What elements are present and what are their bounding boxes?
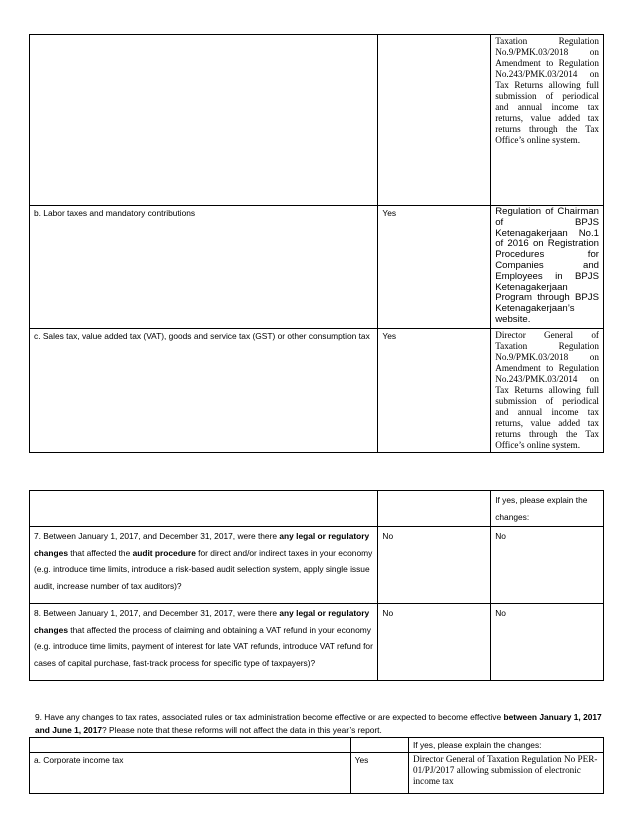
table-row [30,35,604,206]
answer-no: No [382,531,394,541]
table-cell [30,491,378,527]
answer-no: No [382,608,394,618]
table-cell [378,604,491,681]
table-cell [350,753,408,794]
table-cell [491,35,604,206]
tax-reforms-table-1 [29,34,604,453]
detail-no: No [495,608,506,618]
table-cell [30,527,378,604]
tax-reforms-table-3 [29,737,604,794]
table-cell [30,329,378,453]
table-row [30,206,604,329]
table-cell [378,329,491,453]
question-9: 9. Have any changes to tax rates, associated rules or tax administration become effective or are expected to become effective between January 1, 2017 and June 1, 2017? Please note that these reforms will not affect the data in this year’s report. [35,712,602,735]
table-cell [491,329,604,453]
table-cell [378,35,491,206]
table-cell [30,604,378,681]
table-cell [491,206,604,329]
question-7: 7. Between January 1, 2017, and December 31, 2017, were there any legal or regulatory changes that affected the audit procedure for direct and/or indirect taxes in your economy (e.g. introduce time limits, introduce a risk-based audit selection system, apply single issue audit, increase number of tax auditors)? [34,531,373,591]
table-cell [408,738,603,753]
table-row [30,604,604,681]
table-row [30,753,604,794]
table-row [30,491,604,527]
table-cell [408,753,603,794]
tax-reforms-table-2 [29,490,604,681]
regulation-detail: Taxation Regulation No.9/PMK.03/2018 on Amendment to Regulation No.243/PMK.03/2014 on Tax Returns allowing full submission of periodical and annual income tax returns, value added tax returns through the Tax Office’s online system. [495,36,599,145]
row-label-labor-taxes: b. Labor taxes and mandatory contributions [34,208,196,218]
answer-yes: Yes [382,331,397,341]
question-8: 8. Between January 1, 2017, and December 31, 2017, were there any legal or regulatory changes that affected the process of claiming and obtaining a VAT refund in your economy (e.g. introduce time limits, payment of interest for late VAT refunds, introduce VAT refund for cases of capital purchase, fast-track process for specific type of taxpayers)? [34,608,373,668]
table-cell [30,35,378,206]
column-header: If yes, please explain the changes: [495,495,588,522]
row-label-sales-tax: c. Sales tax, value added tax (VAT), goods and service tax (GST) or other consumption tax [34,331,370,341]
table-cell [378,491,491,527]
answer-yes: Yes [354,755,369,765]
regulation-detail: Regulation of Chairman of BPJS Ketenagakerjaan No.1 of 2016 on Registration Procedures for Companies and Employees in BPJS Ketenagakerjaan Program through BPJS Ketenagakerjaan’s website. [495,206,599,325]
detail-no: No [495,531,506,541]
table-cell [491,604,604,681]
column-header: If yes, please explain the changes: [412,740,542,750]
answer-yes: Yes [382,208,397,218]
table-cell [350,738,408,753]
table-cell [30,753,351,794]
table-cell [378,527,491,604]
table-cell [30,738,351,753]
row-label-corporate-income-tax: a. Corporate income tax [34,755,124,765]
regulation-detail: Director General of Taxation Regulation No.9/PMK.03/2018 on Amendment to Regulation No.243/PMK.03/2014 on Tax Returns allowing full submission of periodical and annual income tax returns, value added tax returns through the Tax Office’s online system. [495,330,599,450]
table-cell [491,527,604,604]
table-cell [378,206,491,329]
table-row [30,329,604,453]
table-cell [491,491,604,527]
table-row [30,527,604,604]
regulation-detail: Director General of Taxation Regulation No PER-01/PJ/2017 allowing submission of electronic income tax [412,754,598,786]
table-row [30,738,604,753]
table-cell [30,206,378,329]
